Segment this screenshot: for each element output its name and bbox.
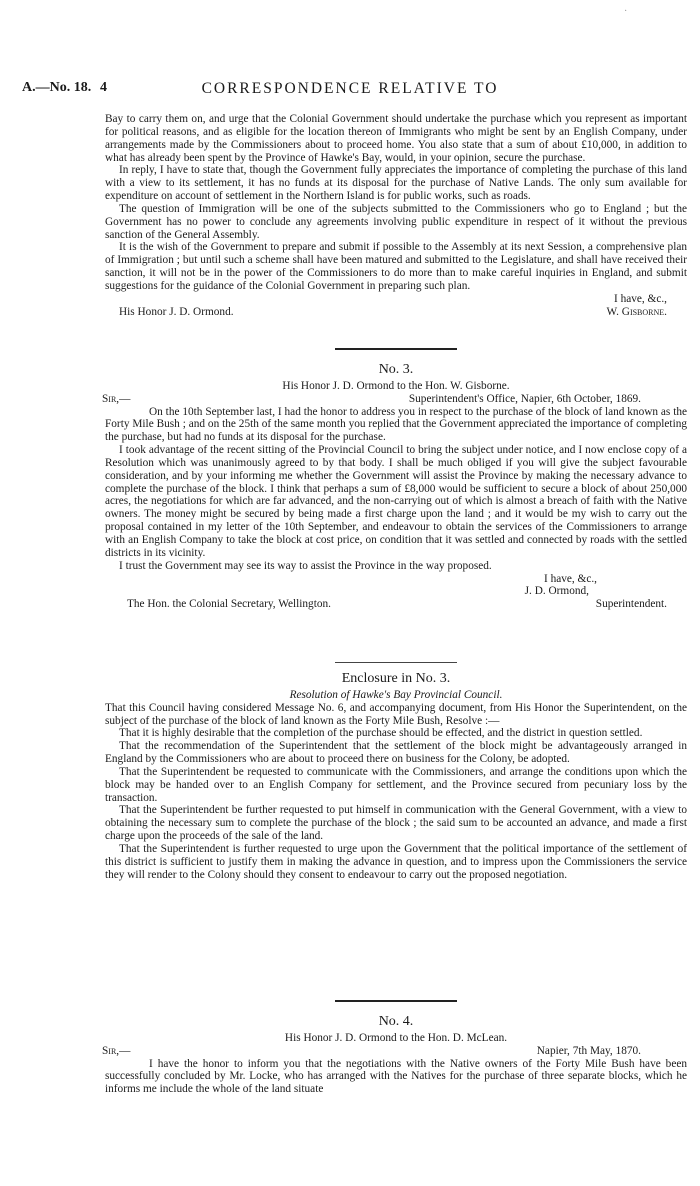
section-heading: No. 3. — [378, 362, 414, 377]
paragraph: That the recommendation of the Superintendent that the settlement of the block might be advantageously arranged in England by the Commissioners who are about to proceed there on business for the Colony, be adopted. — [105, 740, 687, 766]
paragraph: I trust the Government may see its way to assist the Province in the way proposed. — [119, 559, 492, 572]
closing: I have, &c., — [543, 572, 597, 585]
closing: I have, &c., — [613, 292, 667, 305]
salutation: Sir,— — [102, 1044, 131, 1057]
dateline: Superintendent's Office, Napier, 6th October, 1869. — [408, 392, 641, 405]
section-divider — [335, 348, 457, 350]
paragraph: In reply, I have to state that, though the Government fully appreciates the importance of completing the purchase of this land with a view to its settlement, it has no funds at its disposal for the purchase of Native Lands. The only sum available for expenditure on account of settlement in the Northern Island is for public works, such as roads. — [105, 164, 687, 203]
running-title: CORRESPONDENCE RELATIVE TO — [201, 80, 499, 97]
signatory: J. D. Ormond, — [524, 585, 589, 598]
paragraph: That the Superintendent be requested to communicate with the Commissioners, and arrange the conditions upon which the block may be handed over to an English Company for settlement, and the Province secured from pecuniary loss by the transaction. — [105, 765, 687, 804]
paragraph: It is the wish of the Government to prepare and submit if possible to the Assembly at its next Session, a comprehensive plan of Immigration ; but until such a scheme shall have been matured and submitted to the Legislature, and shall have received their sanction, it will not be in the power of the Commissioners to do more than to make careful inquiries in England, and submit suggestions for the guidance of the Colonial Government in preparing such plan. — [105, 241, 687, 292]
section-subheading: Resolution of Hawke's Bay Provincial Council. — [289, 688, 503, 701]
paragraph: On the 10th September last, I had the honor to address you in respect to the purchase of the block of land known as the Forty Mile Bush ; and on the 25th of the same month you replied that the Government appreciated the importance of completing the purchase, but had no funds at its disposal for the purchase. — [105, 405, 687, 444]
signatory-title: Superintendent. — [595, 598, 667, 611]
addressee: His Honor J. D. Ormond. — [119, 305, 234, 318]
paragraph: That the Superintendent be further requested to put himself in communication with the General Government, with a view to obtaining the necessary sum to complete the purchase of the block ; the said sum to be accounted an advance, and made a first charge upon the proceeds of the sale of the land. — [105, 804, 687, 843]
page-number: 4 — [100, 80, 107, 95]
salutation: Sir,— — [102, 392, 131, 405]
paper-reference: A.—No. 18. — [22, 80, 92, 95]
dateline: Napier, 7th May, 1870. — [536, 1044, 641, 1057]
section-divider — [335, 1000, 457, 1002]
letter-from-to: His Honor J. D. Ormond to the Hon. W. Gisborne. — [282, 379, 510, 392]
paragraph: I have the honor to inform you that the negotiations with the Native owners of the Forty Mile Bush have been successfully concluded by Mr. Locke, who has arranged with the Natives for the purchase of three separate blocks, which he informs me include the whole of the land situate — [105, 1057, 687, 1096]
paragraph: That it is highly desirable that the completion of the purchase should be effected, and the district in question settled. — [119, 727, 643, 740]
paragraph: That the Superintendent is further requested to urge upon the Government that the political importance of the settlement of this district is sufficient to justify them in making the advance in question, and to impress upon the Commissioners the service they will render to the Colony should they consent to endeavour to carry out the proposed negotiation. — [105, 842, 687, 881]
paragraph: Bay to carry them on, and urge that the Colonial Government should undertake the purchase which you represent as important for political reasons, and as eligible for the location thereon of Immigrants who might be sent by an English Company, under arrangements made by the Commissioners about to proceed home. You also state that a sum of about £10,000, in addition to what has already been spent by the Province of Hawke's Bay, would, in your opinion, secure the purchase. — [105, 113, 687, 164]
letter-no4 — [102, 1000, 687, 1096]
letter-continuation — [105, 113, 687, 319]
letter-no3 — [102, 348, 687, 611]
corner-mark: · — [624, 6, 628, 17]
enclosure-no3 — [105, 662, 687, 882]
paragraph: That this Council having considered Message No. 6, and accompanying document, from His Honor the Superintendent, on the subject of the purchase of the block of land known as the Forty Mile Bush, Resolve :— — [105, 701, 687, 727]
paragraph: I took advantage of the recent sitting of the Provincial Council to bring the subject under notice, and I now enclose copy of a Resolution which was unanimously agreed to by that body. I shall be much obliged if you will give the subject favourable consideration, and by your informing me whether the Government will assist the Province by making the necessary advance to complete the purchase of the block. I think that perhaps a sum of £8,000 would be sufficient to secure a block of about 250,000 acres, the negotiations for which are far advanced, and the non-carrying out of which is almost a breach of faith with the Native owners. The money might be secured by being made a first charge upon the land ; and it would be my wish to carry out the proposal contained in my letter of the 10th September, and endeavour to obtain the services of the Commissioners to arrange with an English Company to take the block at cost price, on condition that it was settled and connected by roads with the settled districts in its vicinity. — [105, 444, 687, 559]
addressee: The Hon. the Colonial Secretary, Wellington. — [127, 598, 331, 611]
letter-from-to: His Honor J. D. Ormond to the Hon. D. McLean. — [284, 1031, 508, 1044]
signatory: W. Gisborne. — [606, 305, 667, 318]
section-divider — [335, 662, 457, 663]
section-heading: No. 4. — [378, 1014, 414, 1029]
section-heading: Enclosure in No. 3. — [341, 671, 451, 686]
paragraph: The question of Immigration will be one of the subjects submitted to the Commissioners who go to England ; but the Government has no power to conclude any agreements involving public expenditure in respect of it without the previous sanction of the General Assembly. — [105, 202, 687, 241]
page-header — [0, 80, 700, 100]
